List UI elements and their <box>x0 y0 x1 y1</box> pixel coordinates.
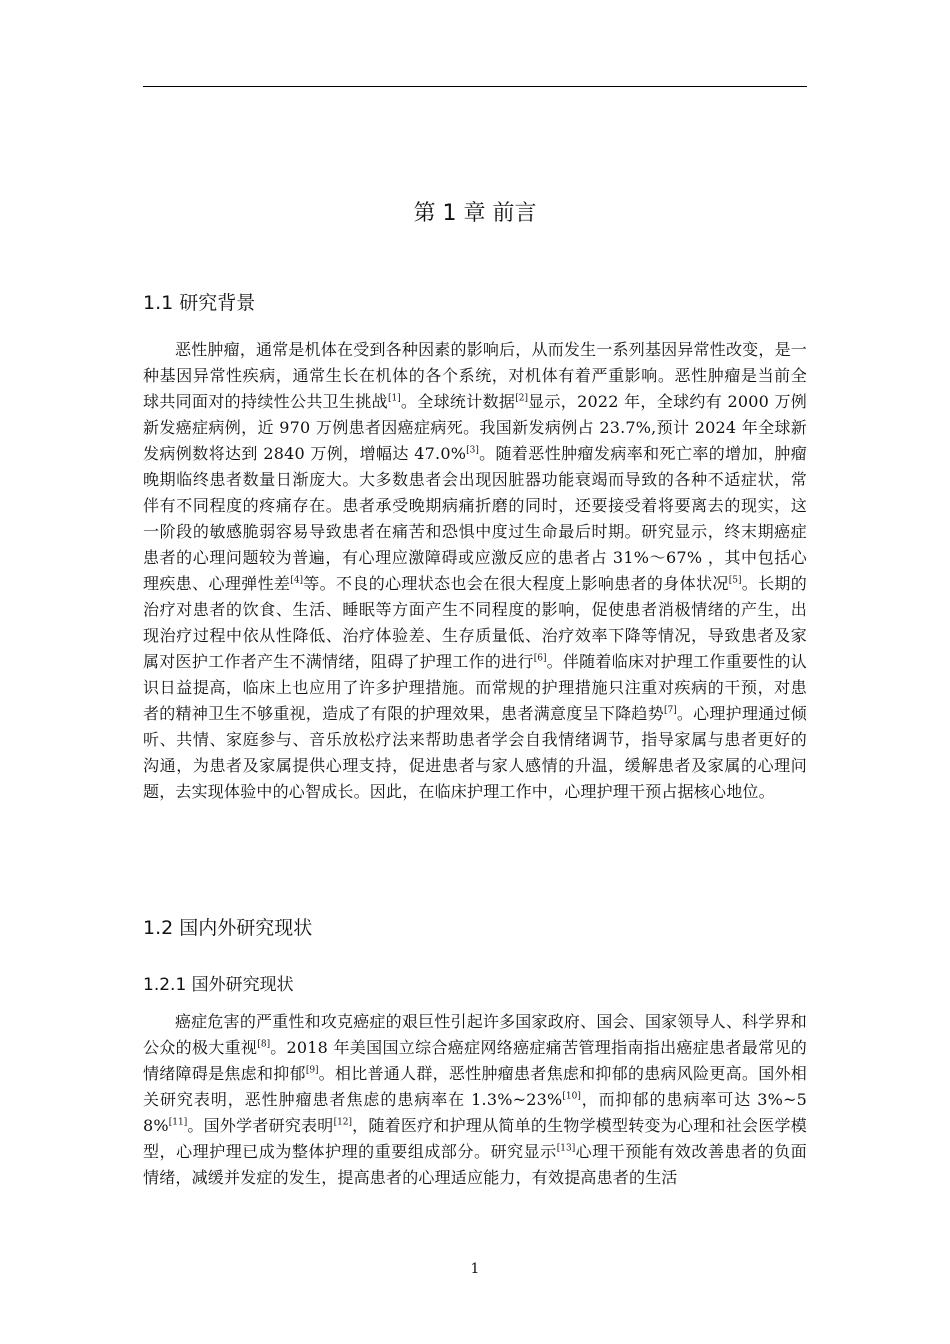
citation-ref: [5] <box>728 575 742 586</box>
paragraph-text: ，随着医疗和护理从简单的生物学模型转变为心理和社会医学模型，心理护理已成为整体护理的重要组成部分。研究显示 <box>143 1116 807 1161</box>
page-number: 1 <box>470 1261 480 1277</box>
citation-ref: [10] <box>562 1091 581 1102</box>
paragraph-text: 心理干预能有效改善患者的负面情绪，减缓并发症的发生，提高患者的心理适应能力，有效提高患者的生活 <box>143 1142 807 1187</box>
paragraph-text: 。伴随着临床对护理工作重要性的认识日益提高，临床上也应用了许多护理措施。而常规的护理措施只注重对疾病的干预，对患者的精神卫生不够重视，造成了有限的护理效果，患者满意度呈下降趋势 <box>143 652 807 723</box>
citation-ref: [3] <box>466 445 479 456</box>
citation-ref: [12] <box>333 1117 353 1128</box>
paragraph-text: 等。不良的心理状态也会在很大程度上影响患者的身体状况 <box>303 574 729 593</box>
citation-ref: [1] <box>388 393 401 404</box>
paragraph-text: 恶性肿瘤，通常是机体在受到各种因素的影响后，从而发生一系列基因异常性改变，是一种基因异常性疾病，通常生长在机体的各个系统，对机体有着严重影响。恶性肿瘤是当前全球共同面对的持续性公共卫生挑战 <box>143 340 807 411</box>
citation-ref: [2] <box>515 393 528 404</box>
paragraph-text: 癌症危害的严重性和攻克癌症的艰巨性引起许多国家政府、国会、国家领导人、科学界和公众的极大重视 <box>143 1012 807 1057</box>
chapter-title: 第 1 章 前言 <box>413 201 537 226</box>
paragraph-text: 。心理护理通过倾听、共情、家庭参与、音乐放松疗法来帮助患者学会自我情绪调节，指导家属与患者更好的沟通，为患者及家属提供心理支持，促进患者与家人感情的升温，缓解患者及家属的心理问题，去实现体验中的心智成长。因此，在临床护理工作中，心理护理干预占据核心地位。 <box>143 704 807 801</box>
citation-ref: [9] <box>305 1065 319 1076</box>
citation-ref: [4] <box>290 575 304 586</box>
paragraph-text: 。国外学者研究表明 <box>187 1116 334 1135</box>
paragraph-text: 。长期的治疗对患者的饮食、生活、睡眠等方面产生不同程度的影响，促使患者消极情绪的产生，出现治疗过程中依从性降低、治疗体验差、生存质量低、治疗效率下降等情况，导致患者及家属对医护工作者产生不满情绪，阻碍了护理工作的进行 <box>143 574 807 671</box>
paragraph-text: 。相比普通人群，恶性肿瘤患者焦虑和抑郁的患病风险更高。国外相关研究表明，恶性肿瘤患者焦虑的患病率在 1.3%~23% <box>143 1064 807 1109</box>
subsection-heading-foreign-research: 1.2.1 国外研究现状 <box>143 975 294 995</box>
citation-ref: [8] <box>257 1039 271 1050</box>
body-paragraph <box>143 337 807 805</box>
header-rule <box>143 86 807 87</box>
paragraph-text: ，而抑郁的患病率可达 3%~58% <box>143 1090 807 1135</box>
section-heading-research-background: 1.1 研究背景 <box>143 292 256 314</box>
paragraph-text: 。2018 年美国国立综合癌症网络癌症痛苦管理指南指出癌症患者最常见的情绪障碍是焦虑和抑郁 <box>143 1038 807 1083</box>
paragraph-text: 显示，2022 年，全球约有 2000 万例新发癌症病例，近 970 万例患者因癌症病死。我国新发病例占 23.7%,预计 2024 年全球新发病例数将达到 2840 万例，增幅达 47.0% <box>143 392 807 463</box>
citation-ref: [7] <box>664 705 677 716</box>
section-heading-research-status: 1.2 国内外研究现状 <box>143 917 313 939</box>
citation-ref: [6] <box>533 653 547 664</box>
citation-ref: [11] <box>168 1117 188 1128</box>
paragraph-text: 。全球统计数据 <box>400 392 516 411</box>
citation-ref: [13] <box>556 1143 576 1154</box>
body-paragraph <box>143 1009 807 1191</box>
paragraph-text: 。随着恶性肿瘤发病率和死亡率的增加，肿瘤晚期临终患者数量日渐庞大。大多数患者会出现因脏器功能衰竭而导致的各种不适症状，常伴有不同程度的疼痛存在。患者承受晚期病痛折磨的同时，还要接受着将要离去的现实，这一阶段的敏感脆弱容易导致患者在痛苦和恐惧中度过生命最后时期。研究显示，终末期癌症患者的心理问题较为普遍，有心理应激障碍或应激反应的患者占 31%～67% ，其中包括心理疾患、心理弹性差 <box>143 444 807 593</box>
